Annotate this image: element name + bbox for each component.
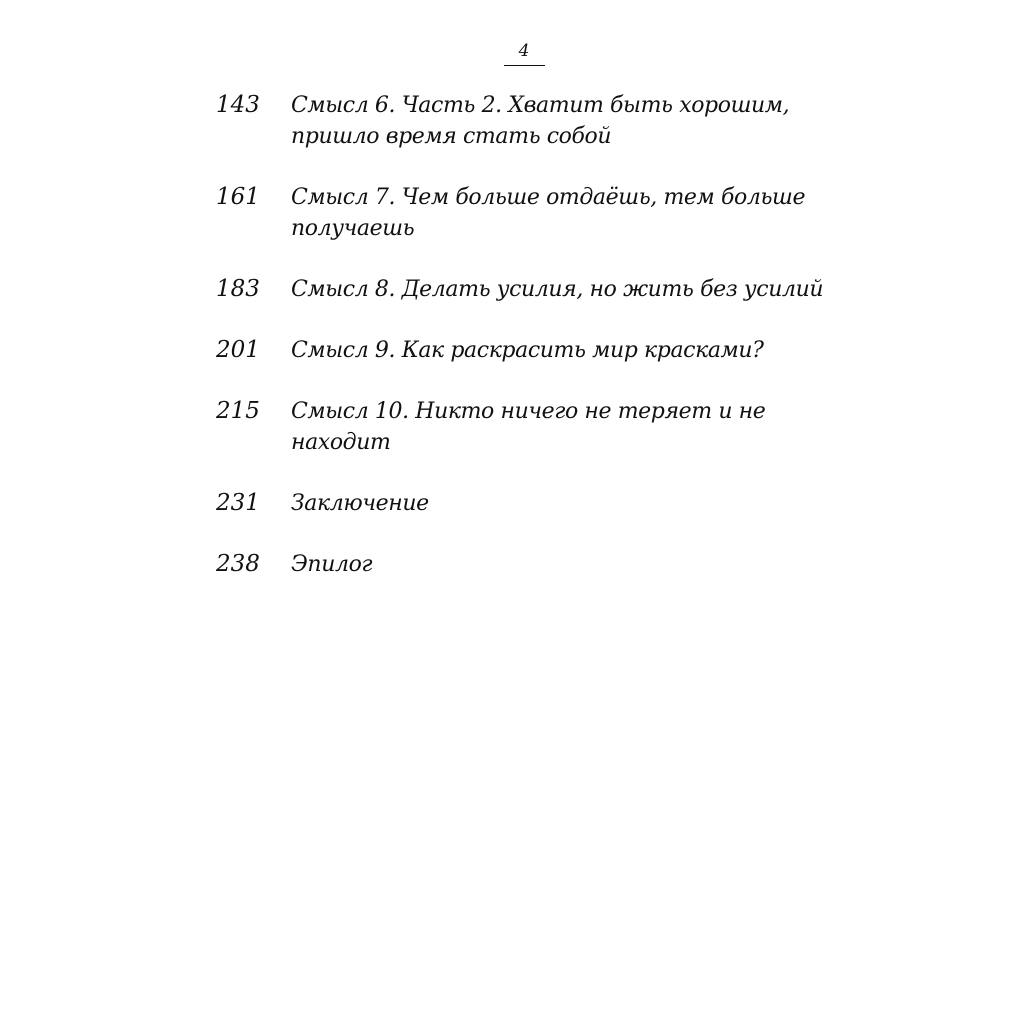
toc-entry bbox=[216, 335, 836, 366]
toc-entry bbox=[216, 182, 836, 244]
toc-page-number: 143 bbox=[216, 92, 260, 118]
toc-chapter-title: Смысл 7. Чем больше отдаёшь, тем больше получаешь bbox=[291, 185, 806, 241]
toc-entry bbox=[216, 90, 836, 152]
toc-entry bbox=[216, 549, 836, 580]
toc-page-number: 161 bbox=[216, 184, 260, 210]
toc-chapter-title: Смысл 6. Часть 2. Хватит быть хорошим, пришло время стать собой bbox=[291, 93, 790, 149]
toc-chapter-title: Эпилог bbox=[291, 552, 373, 577]
toc-page-number: 238 bbox=[216, 551, 260, 577]
toc-entry bbox=[216, 274, 836, 305]
toc-entry bbox=[216, 396, 836, 458]
toc-page-number: 215 bbox=[216, 398, 260, 424]
toc-chapter-title: Смысл 8. Делать усилия, но жить без усилий bbox=[291, 277, 824, 302]
table-of-contents bbox=[216, 90, 836, 610]
page-number-rule bbox=[504, 65, 545, 66]
toc-page-number: 201 bbox=[216, 337, 260, 363]
toc-chapter-title: Заключение bbox=[291, 491, 429, 516]
toc-entry bbox=[216, 488, 836, 519]
page-number: 4 bbox=[518, 41, 530, 61]
toc-page-number: 183 bbox=[216, 276, 260, 302]
toc-page-number: 231 bbox=[216, 490, 260, 516]
toc-chapter-title: Смысл 10. Никто ничего не теряет и не находит bbox=[291, 399, 766, 455]
toc-chapter-title: Смысл 9. Как раскрасить мир красками? bbox=[291, 338, 764, 363]
